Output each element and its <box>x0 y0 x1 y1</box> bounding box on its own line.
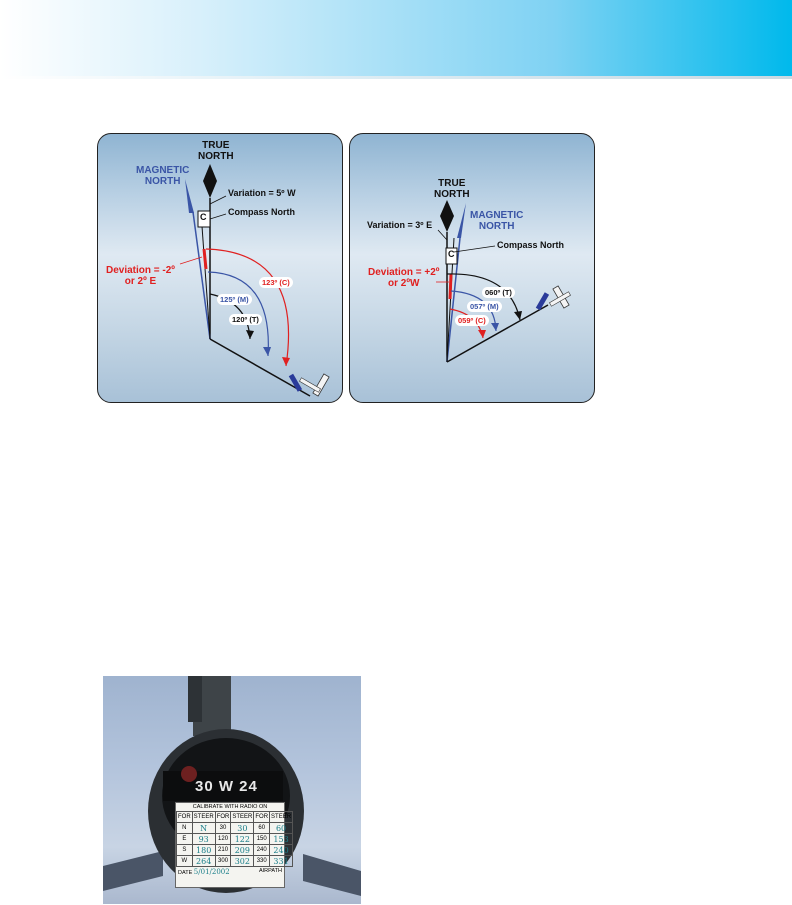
table-cell: 60 <box>254 823 270 834</box>
table-cell: 210 <box>215 845 231 856</box>
compass-mark: C <box>448 249 455 259</box>
header-banner <box>0 0 792 76</box>
table-cell: 30 <box>215 823 231 834</box>
table-header: STEER <box>270 812 293 823</box>
angle-true-label: 120º (T) <box>229 314 262 325</box>
table-cell: 209 <box>231 845 254 856</box>
compass-mark: C <box>200 212 207 222</box>
compass-north-label: Compass North <box>228 207 296 217</box>
table-cell: 331 <box>270 856 293 867</box>
table-header: STEER <box>192 812 215 823</box>
table-cell: 122 <box>231 834 254 845</box>
table-cell: 264 <box>192 856 215 867</box>
true-north-arrow <box>203 164 217 198</box>
table-cell: 180 <box>192 845 215 856</box>
table-cell: 302 <box>231 856 254 867</box>
aircraft-icon <box>536 286 571 310</box>
table-cell: S <box>177 845 193 856</box>
table-cell: N <box>192 823 215 834</box>
table-cell: 240 <box>270 845 293 856</box>
diagram-west-variation <box>97 133 343 403</box>
deviation-label: Deviation = +2º or 2ºW <box>368 267 440 289</box>
table-cell: 153 <box>270 834 293 845</box>
aircraft-icon <box>289 374 329 396</box>
angle-compass-label: 059º (C) <box>455 315 489 326</box>
angle-true-label: 060º (T) <box>482 287 515 298</box>
table-row <box>177 823 293 834</box>
table-header: STEER <box>231 812 254 823</box>
variation-label: Variation = 5º W <box>228 188 296 198</box>
true-north-label: TRUE NORTH <box>198 140 234 162</box>
deviation-card-title: CALIBRATE WITH RADIO ON <box>192 804 268 810</box>
table-cell: 300 <box>215 856 231 867</box>
table-cell: 150 <box>254 834 270 845</box>
table-cell: 93 <box>192 834 215 845</box>
deviation-card-table <box>176 811 293 867</box>
angle-compass-label: 123º (C) <box>259 277 293 288</box>
magnetic-north-label: MAGNETIC NORTH <box>470 210 524 232</box>
aircraft-label: AIRPATH <box>258 868 282 874</box>
table-header: FOR <box>254 812 270 823</box>
variation-label: Variation = 3º E <box>367 220 433 230</box>
compass-scale: 30 W 24 <box>195 778 258 795</box>
table-row <box>177 856 293 867</box>
table-row <box>177 834 293 845</box>
magnetic-north-arrow <box>457 203 466 238</box>
angle-magnetic-label: 057º (M) <box>467 301 502 312</box>
table-cell: 120 <box>215 834 231 845</box>
compass-north-label: Compass North <box>497 240 565 250</box>
angle-magnetic-label: 125º (M) <box>217 294 252 305</box>
magnetic-north-label: MAGNETIC NORTH <box>136 165 190 187</box>
true-north-label: TRUE NORTH <box>434 178 470 200</box>
table-cell: 30 <box>231 823 254 834</box>
diagram-east-variation <box>349 133 595 403</box>
compass-deviation-card-photo <box>103 676 361 904</box>
header-divider <box>0 76 792 79</box>
table-cell: E <box>177 834 193 845</box>
deviation-card <box>175 802 292 888</box>
table-cell: 330 <box>254 856 270 867</box>
table-cell: 60 <box>270 823 293 834</box>
date-value: 5/01/2002 <box>193 868 230 876</box>
table-row <box>177 845 293 856</box>
true-north-arrow <box>440 200 454 232</box>
deviation-card-footer <box>176 867 284 877</box>
table-cell: W <box>177 856 193 867</box>
deviation-label: Deviation = -2º or 2º E <box>106 265 175 287</box>
date-label: DATE <box>178 870 193 876</box>
table-row <box>177 812 293 823</box>
table-cell: 240 <box>254 845 270 856</box>
table-header: FOR <box>215 812 231 823</box>
table-cell: N <box>177 823 193 834</box>
table-header: FOR <box>177 812 193 823</box>
